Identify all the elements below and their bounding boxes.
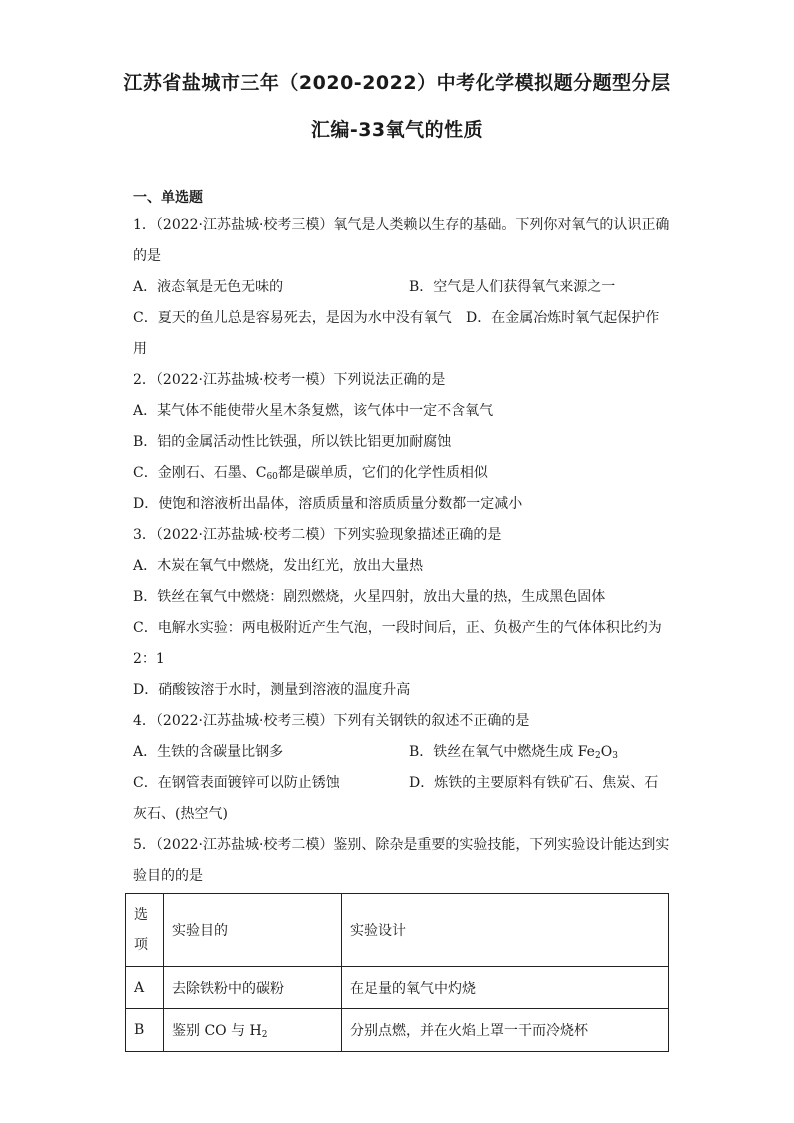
table-cell-design: 分别点燃，并在火焰上罩一干而冷烧杯 xyxy=(342,1009,669,1052)
q4-option-c: C．在钢管表面镀锌可以防止锈蚀 xyxy=(133,775,340,791)
section-heading: 一、单选题 xyxy=(133,190,203,206)
q4-stem: 4．（2022·江苏盐城·校考三模）下列有关钢铁的叙述不正确的是 xyxy=(133,713,530,729)
q3-option-c-continued: 2：1 xyxy=(133,651,165,667)
table-header-cell xyxy=(126,894,164,967)
q2-option-d: D．使饱和溶液析出晶体，溶质质量和溶质质量分数都一定减小 xyxy=(133,496,523,512)
q4-option-b-subscript-2: 3 xyxy=(612,751,618,761)
document-title-line2: 汇编-33氧气的性质 xyxy=(310,119,484,141)
experiment-table xyxy=(125,893,669,1052)
q2-option-c xyxy=(133,462,488,482)
q2-option-c-text-end: 都是碳单质，它们的化学性质相似 xyxy=(277,465,488,481)
q1-option-d-continued: 用 xyxy=(133,341,147,357)
table-cell-option: A xyxy=(126,967,164,1009)
table-header-row xyxy=(126,894,669,967)
q3-option-b: B．铁丝在氧气中燃烧：剧烈燃烧，火星四射，放出大量的热，生成黑色固体 xyxy=(133,589,606,605)
q1-stem-line1: 1．（2022·江苏盐城·校考三模）氧气是人类赖以生存的基础。下列你对氧气的认识正确 xyxy=(133,217,670,233)
table-cell-goal-text: 鉴别 CO 与 H xyxy=(172,1023,262,1039)
q2-option-c-text: C．金刚石、石墨、C xyxy=(133,465,267,481)
table-cell-option: B xyxy=(126,1009,164,1052)
q4-option-b-subscript-1: 2 xyxy=(594,751,601,761)
q2-stem: 2．（2022·江苏盐城·校考一模）下列说法正确的是 xyxy=(133,372,446,388)
q1-option-d: D．在金属冶炼时氧气起保护作 xyxy=(466,310,660,326)
q4-option-b xyxy=(409,741,618,761)
q1-option-a: A．液态氧是无色无味的 xyxy=(133,279,284,295)
q4-option-d-continued: 灰石、(热空气) xyxy=(133,806,228,822)
q1-option-c: C．夏天的鱼儿总是容易死去，是因为水中没有氧气 xyxy=(133,310,452,326)
q3-option-d: D．硝酸铵溶于水时，测量到溶液的温度升高 xyxy=(133,682,411,698)
q5-stem-line1: 5．（2022·江苏盐城·校考二模）鉴别、除杂是重要的实验技能，下列实验设计能达到实 xyxy=(133,837,670,853)
q3-option-a: A．木炭在氧气中燃烧，发出红光，放出大量热 xyxy=(133,558,424,574)
q5-stem-line2: 验目的的是 xyxy=(133,868,203,884)
table-cell-goal: 去除铁粉中的碳粉 xyxy=(164,967,342,1009)
document-title-line1: 江苏省盐城市三年（2020-2022）中考化学模拟题分题型分层 xyxy=(123,72,671,94)
table-row xyxy=(126,967,669,1009)
q3-stem: 3．（2022·江苏盐城·校考二模）下列实验现象描述正确的是 xyxy=(133,527,502,543)
q4-option-b-oxygen: O xyxy=(600,744,613,760)
q4-option-a: A．生铁的含碳量比钢多 xyxy=(133,744,284,760)
q1-option-b: B．空气是人们获得氧气来源之一 xyxy=(409,279,616,295)
q2-option-c-subscript: 60 xyxy=(266,472,278,482)
q2-option-b: B．铝的金属活动性比铁强，所以铁比铝更加耐腐蚀 xyxy=(133,434,452,450)
q4-option-b-text: B．铁丝在氧气中燃烧生成 Fe xyxy=(409,744,595,760)
table-cell-design: 在足量的氧气中灼烧 xyxy=(342,967,669,1009)
q1-stem-line2: 的是 xyxy=(133,248,161,264)
q4-option-d: D．炼铁的主要原料有铁矿石、焦炭、石 xyxy=(409,775,659,791)
q2-option-a: A．某气体不能使带火星木条复燃，该气体中一定不含氧气 xyxy=(133,403,494,419)
table-header-cell: 实验目的 xyxy=(164,894,342,967)
header-option: 选项 xyxy=(134,907,148,953)
table-cell-goal xyxy=(164,1009,342,1052)
q3-option-c: C．电解水实验：两电极附近产生气泡，一段时间后，正、负极产生的气体体积比约为 xyxy=(133,620,662,636)
table-cell-goal-subscript: 2 xyxy=(261,1030,268,1040)
table-header-cell: 实验设计 xyxy=(342,894,669,967)
table-row xyxy=(126,1009,669,1052)
